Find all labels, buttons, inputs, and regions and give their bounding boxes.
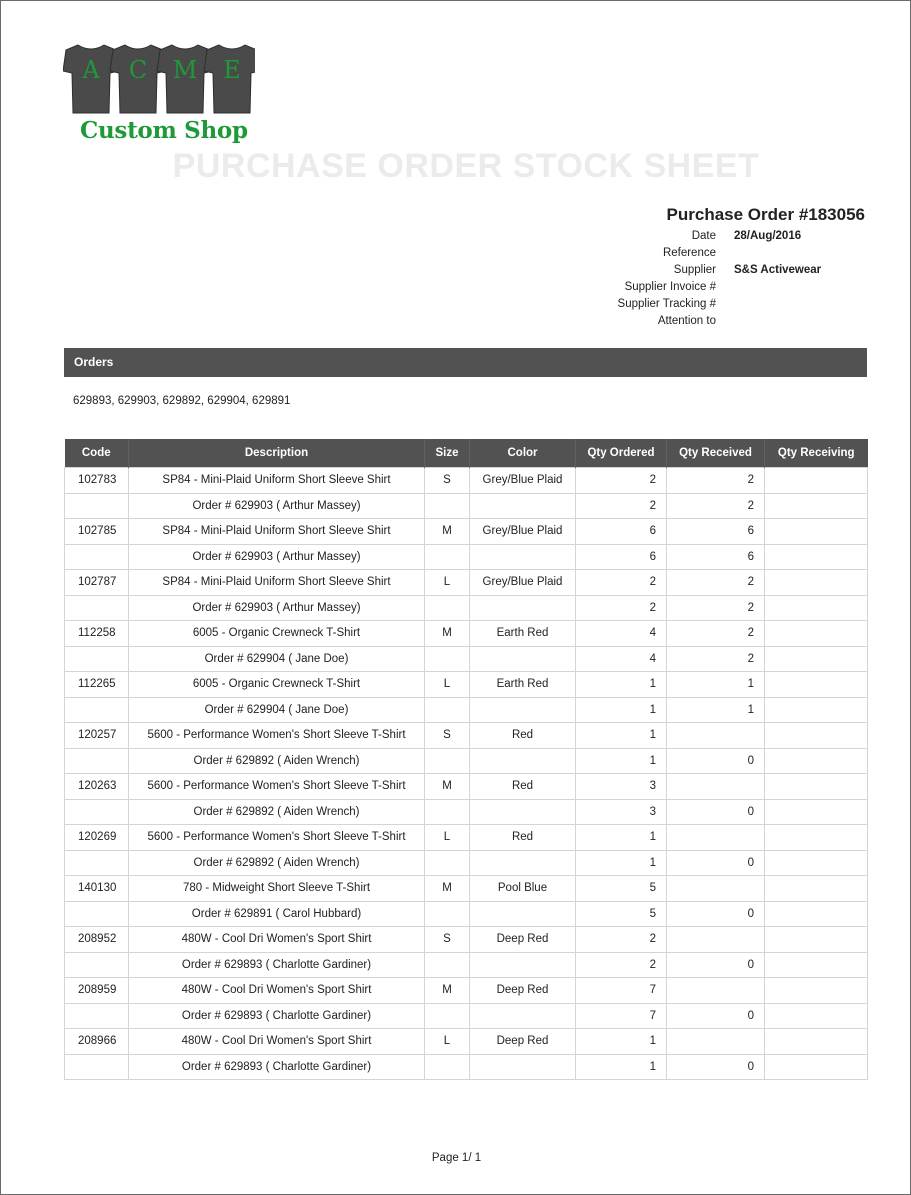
cell-description: Order # 629891 ( Carol Hubbard) xyxy=(129,901,425,927)
cell-qty-ordered: 6 xyxy=(576,519,667,545)
order-sub-row xyxy=(65,748,868,774)
item-row xyxy=(65,723,868,749)
cell-color: Red xyxy=(470,825,576,851)
cell-qty-ordered: 7 xyxy=(576,1003,667,1029)
column-header-color: Color xyxy=(470,439,576,468)
cell-description: Order # 629893 ( Charlotte Gardiner) xyxy=(129,952,425,978)
cell-code xyxy=(65,952,129,978)
cell-size: M xyxy=(425,621,470,647)
cell-qty-ordered: 4 xyxy=(576,621,667,647)
item-row xyxy=(65,978,868,1004)
cell-qty-ordered: 7 xyxy=(576,978,667,1004)
logo-letter: C xyxy=(128,56,148,84)
cell-qty-receiving xyxy=(765,799,868,825)
cell-size: M xyxy=(425,978,470,1004)
cell-color: Red xyxy=(470,774,576,800)
cell-description: 480W - Cool Dri Women's Sport Shirt xyxy=(129,927,425,953)
cell-size xyxy=(425,748,470,774)
cell-color xyxy=(470,799,576,825)
cell-qty-ordered: 4 xyxy=(576,646,667,672)
item-row xyxy=(65,621,868,647)
cell-qty-receiving xyxy=(765,595,868,621)
cell-qty-receiving xyxy=(765,850,868,876)
cell-code xyxy=(65,1054,129,1080)
orders-list: 629893, 629903, 629892, 629904, 629891 xyxy=(73,395,291,407)
po-field-row xyxy=(561,228,821,245)
cell-description: 6005 - Organic Crewneck T-Shirt xyxy=(129,672,425,698)
cell-color xyxy=(470,1054,576,1080)
cell-size: M xyxy=(425,876,470,902)
cell-size xyxy=(425,952,470,978)
item-row xyxy=(65,468,868,494)
cell-description: Order # 629893 ( Charlotte Gardiner) xyxy=(129,1003,425,1029)
cell-qty-ordered: 2 xyxy=(576,952,667,978)
po-field-row xyxy=(561,279,821,296)
cell-qty-receiving xyxy=(765,519,868,545)
cell-code xyxy=(65,595,129,621)
item-row xyxy=(65,825,868,851)
cell-qty-ordered: 5 xyxy=(576,901,667,927)
cell-description: 5600 - Performance Women's Short Sleeve T-Shirt xyxy=(129,825,425,851)
cell-qty-received: 0 xyxy=(667,901,765,927)
cell-code: 120263 xyxy=(65,774,129,800)
cell-color xyxy=(470,901,576,927)
cell-description: 480W - Cool Dri Women's Sport Shirt xyxy=(129,1029,425,1055)
cell-color xyxy=(470,595,576,621)
cell-qty-ordered: 1 xyxy=(576,1054,667,1080)
cell-size: S xyxy=(425,723,470,749)
cell-code xyxy=(65,493,129,519)
cell-color xyxy=(470,646,576,672)
po-field-label: Supplier Invoice # xyxy=(624,281,716,293)
cell-code: 140130 xyxy=(65,876,129,902)
cell-qty-received xyxy=(667,1029,765,1055)
cell-qty-ordered: 1 xyxy=(576,672,667,698)
column-header-qty-ordered: Qty Ordered xyxy=(576,439,667,468)
cell-size xyxy=(425,697,470,723)
cell-description: 480W - Cool Dri Women's Sport Shirt xyxy=(129,978,425,1004)
page-number: Page 1/ 1 xyxy=(431,1152,482,1164)
cell-code: 102785 xyxy=(65,519,129,545)
cell-code: 208959 xyxy=(65,978,129,1004)
item-row xyxy=(65,672,868,698)
cell-qty-receiving xyxy=(765,825,868,851)
cell-code xyxy=(65,697,129,723)
cell-size: S xyxy=(425,468,470,494)
cell-size: L xyxy=(425,825,470,851)
cell-size xyxy=(425,595,470,621)
cell-qty-received xyxy=(667,774,765,800)
cell-size: L xyxy=(425,672,470,698)
cell-qty-received: 2 xyxy=(667,646,765,672)
cell-qty-ordered: 1 xyxy=(576,825,667,851)
cell-qty-received: 0 xyxy=(667,799,765,825)
cell-color: Red xyxy=(470,723,576,749)
cell-description: 780 - Midweight Short Sleeve T-Shirt xyxy=(129,876,425,902)
column-header-code: Code xyxy=(65,439,129,468)
cell-qty-receiving xyxy=(765,544,868,570)
items-table xyxy=(64,439,868,1080)
cell-code xyxy=(65,850,129,876)
cell-description: 5600 - Performance Women's Short Sleeve T-Shirt xyxy=(129,774,425,800)
po-field-value xyxy=(734,313,821,330)
logo-letter: M xyxy=(172,56,198,84)
cell-qty-receiving xyxy=(765,901,868,927)
cell-color: Deep Red xyxy=(470,927,576,953)
cell-color xyxy=(470,544,576,570)
cell-qty-receiving xyxy=(765,952,868,978)
cell-qty-received: 2 xyxy=(667,493,765,519)
cell-color: Earth Red xyxy=(470,621,576,647)
cell-qty-receiving xyxy=(765,774,868,800)
cell-qty-ordered: 2 xyxy=(576,595,667,621)
cell-size xyxy=(425,493,470,519)
cell-description: Order # 629903 ( Arthur Massey) xyxy=(129,595,425,621)
cell-code xyxy=(65,799,129,825)
cell-description: Order # 629904 ( Jane Doe) xyxy=(129,697,425,723)
cell-qty-receiving xyxy=(765,748,868,774)
order-sub-row xyxy=(65,1054,868,1080)
cell-qty-received: 0 xyxy=(667,850,765,876)
cell-qty-receiving xyxy=(765,1029,868,1055)
order-sub-row xyxy=(65,799,868,825)
cell-code xyxy=(65,1003,129,1029)
po-field-row xyxy=(561,262,821,279)
cell-qty-ordered: 2 xyxy=(576,468,667,494)
po-field-label: Reference xyxy=(662,247,716,259)
cell-size: S xyxy=(425,927,470,953)
item-row xyxy=(65,774,868,800)
order-sub-row xyxy=(65,952,868,978)
cell-description: SP84 - Mini-Plaid Uniform Short Sleeve Shirt xyxy=(129,519,425,545)
cell-size: M xyxy=(425,774,470,800)
cell-color: Deep Red xyxy=(470,978,576,1004)
cell-code: 102787 xyxy=(65,570,129,596)
item-row xyxy=(65,570,868,596)
column-header-qty-received: Qty Received xyxy=(667,439,765,468)
cell-description: SP84 - Mini-Plaid Uniform Short Sleeve Shirt xyxy=(129,570,425,596)
logo-letter: E xyxy=(223,56,241,84)
order-sub-row xyxy=(65,1003,868,1029)
cell-qty-ordered: 3 xyxy=(576,799,667,825)
cell-qty-ordered: 2 xyxy=(576,927,667,953)
cell-qty-received: 0 xyxy=(667,1054,765,1080)
cell-qty-received: 6 xyxy=(667,544,765,570)
cell-code xyxy=(65,646,129,672)
cell-color: Grey/Blue Plaid xyxy=(470,519,576,545)
cell-qty-ordered: 1 xyxy=(576,748,667,774)
cell-description: Order # 629903 ( Arthur Massey) xyxy=(129,493,425,519)
order-sub-row xyxy=(65,901,868,927)
cell-qty-receiving xyxy=(765,570,868,596)
po-field-label: Attention to xyxy=(657,315,716,327)
item-row xyxy=(65,927,868,953)
cell-size xyxy=(425,1003,470,1029)
cell-qty-received xyxy=(667,978,765,1004)
item-row xyxy=(65,876,868,902)
cell-color xyxy=(470,697,576,723)
order-sub-row xyxy=(65,595,868,621)
cell-qty-received: 0 xyxy=(667,1003,765,1029)
cell-qty-received: 2 xyxy=(667,468,765,494)
cell-description: Order # 629892 ( Aiden Wrench) xyxy=(129,799,425,825)
cell-qty-ordered: 1 xyxy=(576,697,667,723)
cell-qty-receiving xyxy=(765,621,868,647)
po-field-label: Supplier Tracking # xyxy=(617,298,716,310)
cell-color xyxy=(470,850,576,876)
logo-caption: Custom Shop xyxy=(80,117,248,144)
cell-qty-receiving xyxy=(765,978,868,1004)
cell-qty-ordered: 1 xyxy=(576,1029,667,1055)
cell-qty-receiving xyxy=(765,1054,868,1080)
cell-color: Pool Blue xyxy=(470,876,576,902)
purchase-order-title: Purchase Order #183056 xyxy=(666,205,865,224)
cell-description: Order # 629893 ( Charlotte Gardiner) xyxy=(129,1054,425,1080)
cell-qty-receiving xyxy=(765,1003,868,1029)
cell-qty-receiving xyxy=(765,672,868,698)
column-header-size: Size xyxy=(425,439,470,468)
cell-qty-ordered: 5 xyxy=(576,876,667,902)
cell-code: 208952 xyxy=(65,927,129,953)
document-watermark-title: PURCHASE ORDER STOCK SHEET xyxy=(172,147,760,185)
cell-qty-received xyxy=(667,876,765,902)
cell-qty-received: 0 xyxy=(667,748,765,774)
cell-qty-receiving xyxy=(765,493,868,519)
cell-code: 120257 xyxy=(65,723,129,749)
order-sub-row xyxy=(65,646,868,672)
po-field-row xyxy=(561,313,821,330)
item-row xyxy=(65,519,868,545)
cell-size xyxy=(425,1054,470,1080)
cell-qty-receiving xyxy=(765,723,868,749)
cell-description: 5600 - Performance Women's Short Sleeve T-Shirt xyxy=(129,723,425,749)
cell-description: Order # 629892 ( Aiden Wrench) xyxy=(129,850,425,876)
cell-qty-receiving xyxy=(765,927,868,953)
cell-color: Grey/Blue Plaid xyxy=(470,570,576,596)
cell-code: 112265 xyxy=(65,672,129,698)
cell-size xyxy=(425,544,470,570)
po-field-value xyxy=(734,279,821,296)
cell-size: L xyxy=(425,1029,470,1055)
cell-color xyxy=(470,748,576,774)
cell-color xyxy=(470,952,576,978)
cell-qty-received xyxy=(667,927,765,953)
cell-size: M xyxy=(425,519,470,545)
cell-color xyxy=(470,493,576,519)
cell-size xyxy=(425,850,470,876)
order-sub-row xyxy=(65,697,868,723)
cell-qty-ordered: 1 xyxy=(576,723,667,749)
company-logo xyxy=(63,43,255,148)
cell-qty-received xyxy=(667,723,765,749)
cell-code: 102783 xyxy=(65,468,129,494)
po-field-value: 28/Aug/2016 xyxy=(734,230,802,242)
po-field-row xyxy=(561,296,821,313)
cell-qty-ordered: 3 xyxy=(576,774,667,800)
cell-qty-received: 2 xyxy=(667,570,765,596)
cell-code xyxy=(65,544,129,570)
cell-description: SP84 - Mini-Plaid Uniform Short Sleeve Shirt xyxy=(129,468,425,494)
order-sub-row xyxy=(65,850,868,876)
cell-qty-receiving xyxy=(765,646,868,672)
cell-qty-receiving xyxy=(765,468,868,494)
item-row xyxy=(65,1029,868,1055)
cell-qty-received: 2 xyxy=(667,595,765,621)
cell-size xyxy=(425,901,470,927)
column-header-qty-receiving: Qty Receiving xyxy=(765,439,868,468)
cell-qty-received: 0 xyxy=(667,952,765,978)
po-field-value xyxy=(734,296,821,313)
column-header-description: Description xyxy=(129,439,425,468)
cell-qty-ordered: 2 xyxy=(576,493,667,519)
cell-qty-received: 1 xyxy=(667,672,765,698)
cell-color: Earth Red xyxy=(470,672,576,698)
cell-qty-received: 6 xyxy=(667,519,765,545)
logo-letter: A xyxy=(82,56,100,84)
cell-description: Order # 629892 ( Aiden Wrench) xyxy=(129,748,425,774)
cell-size: L xyxy=(425,570,470,596)
cell-size xyxy=(425,799,470,825)
cell-code xyxy=(65,748,129,774)
cell-color: Deep Red xyxy=(470,1029,576,1055)
cell-qty-ordered: 1 xyxy=(576,850,667,876)
order-sub-row xyxy=(65,544,868,570)
items-table-header xyxy=(65,439,868,468)
cell-code: 112258 xyxy=(65,621,129,647)
order-sub-row xyxy=(65,493,868,519)
cell-qty-receiving xyxy=(765,697,868,723)
tshirts-logo-graphic xyxy=(63,43,255,115)
cell-qty-ordered: 2 xyxy=(576,570,667,596)
po-field-value xyxy=(734,245,821,262)
cell-qty-receiving xyxy=(765,876,868,902)
cell-description: 6005 - Organic Crewneck T-Shirt xyxy=(129,621,425,647)
cell-qty-received xyxy=(667,825,765,851)
cell-qty-ordered: 6 xyxy=(576,544,667,570)
po-field-label: Supplier xyxy=(673,264,716,276)
cell-description: Order # 629904 ( Jane Doe) xyxy=(129,646,425,672)
cell-code: 208966 xyxy=(65,1029,129,1055)
po-field-label: Date xyxy=(691,230,716,242)
cell-code xyxy=(65,901,129,927)
purchase-order-details xyxy=(561,228,821,330)
po-field-row xyxy=(561,245,821,262)
cell-qty-received: 1 xyxy=(667,697,765,723)
cell-color: Grey/Blue Plaid xyxy=(470,468,576,494)
cell-color xyxy=(470,1003,576,1029)
po-field-value: S&S Activewear xyxy=(734,264,822,276)
cell-description: Order # 629903 ( Arthur Massey) xyxy=(129,544,425,570)
cell-code: 120269 xyxy=(65,825,129,851)
cell-qty-received: 2 xyxy=(667,621,765,647)
orders-section-header: Orders xyxy=(64,348,867,377)
cell-size xyxy=(425,646,470,672)
